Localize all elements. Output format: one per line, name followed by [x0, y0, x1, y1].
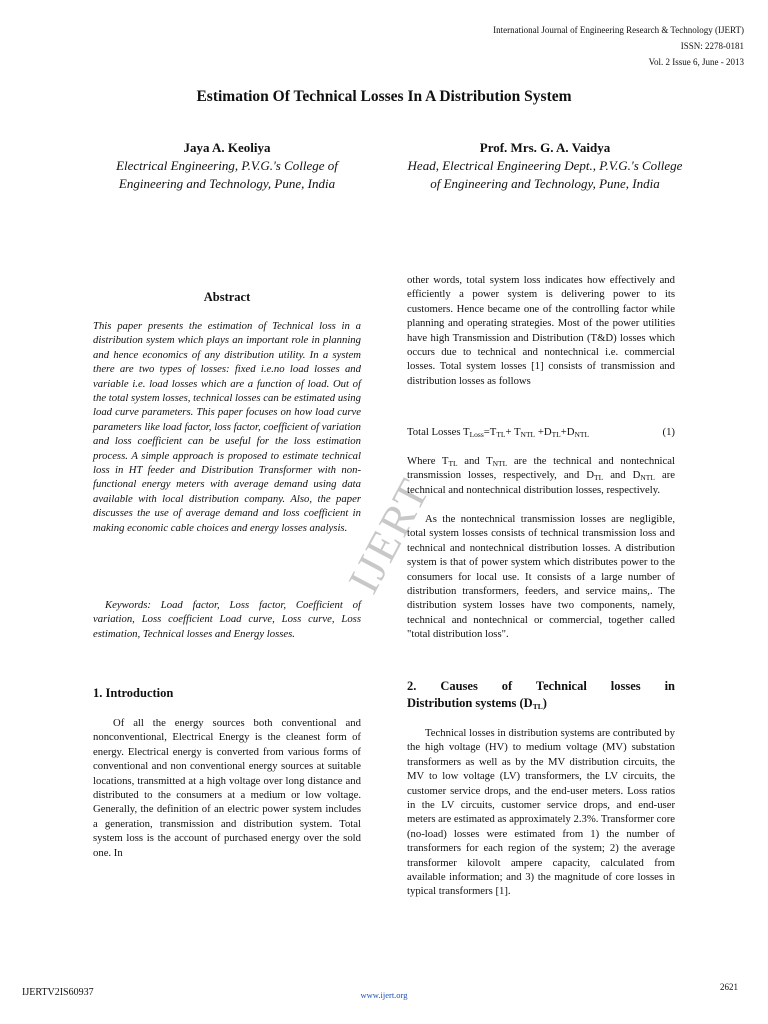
author-name: Prof. Mrs. G. A. Vaidya: [479, 140, 611, 155]
distribution-paragraph: As the nontechnical transmission losses are negligible, total system losses consists of technical transmission loss and technical and nontechnical distribution losses. A distribution system is that of power system which distributes power to the consumers for local use. It consists of a large number of distribution transformers, feeders, and service mains,. The distribution system losses have two components, namely, technical and nontechnical or commercial, together called "total distribution loss".: [407, 513, 675, 641]
author-affiliation: Electrical Engineering, P.V.G.'s College of Engineering and Technology, Pune, India: [116, 158, 338, 191]
journal-volume: Vol. 2 Issue 6, June - 2013: [648, 57, 744, 67]
paper-id: IJERTV2IS60937: [22, 987, 94, 998]
equation-1: Total Losses $T_{Loss}=T_{TL}+ T_{NTL} +D_{TL}+D_{NTL}$ (1): [407, 426, 675, 439]
author-name: Jaya A. Keoliya: [183, 140, 271, 155]
losses-paragraph: other words, total system loss indicates how effectively and efficiently a power system is delivering power to its customers. Hence became one of the controlling factor while planning and operating strategies. Most of the power utilities have high Transmission and Distribution (T&D) losses which occurs due to technical and nontechnical i.e. commercial losses. Total system losses [1] consists of transmission and distribution losses as follows: [407, 274, 675, 387]
author-block-1: [86, 139, 368, 193]
paper-title: Estimation Of Technical Losses In A Distribution System: [196, 88, 572, 105]
website-link[interactable]: www.ijert.org: [360, 990, 408, 1000]
abstract-heading: Abstract: [203, 290, 251, 304]
page-number: 2621: [720, 982, 738, 992]
where-paragraph: Where $T_{TL}$ and $T_{NTL}$ are the technical and nontechnical transmission losses, respectively, and $D_{TL}$ and $D_{NTL}$ are technical and nontechnical distribution losses, respectively.: [407, 455, 676, 496]
journal-issn: ISSN: 2278-0181: [680, 41, 744, 51]
keywords: Keywords: Load factor, Loss factor, Coefficient of variation, Loss coefficient Load curve, Loss curve, Loss estimation, Technical losses and Energy losses.: [93, 599, 361, 640]
ijert-watermark: IJERT: [338, 470, 440, 601]
journal-header: [493, 22, 744, 70]
journal-name: International Journal of Engineering Research & Technology (IJERT): [493, 25, 744, 35]
section2-body: Technical losses in distribution systems are contributed by the high voltage (HV) to medium voltage (MV) substation transformers as well as by the MV distribution circuits, the MV to low voltage (LV) transformers, the LV circuits, the customer service drops, and the end-user meters. Loss ratios in the LV circuits, customer service drops, and end-user meters are estimated as approximately 2.3%. Transformer core (no-load) losses were estimated from 1) the number of transformers for each region of the system; 2) the average transformer kilovolt ampere capacity, calculated from available information; and 3) the magnitude of core losses in typical transformers [1].: [407, 727, 675, 898]
abstract-body: This paper presents the estimation of Technical loss in a distribution system which plays an important role in planning and hence economics of any distribution utility. In a system there are two types of losses: fixed i.e.no load losses and variable i.e. load losses which are a function of load. Out of the total system losses, technical losses can be estimated using load curve parameters. This paper focuses on how load curve parameters like load factor, loss factor, coefficient of variation and loss coefficient can be useful for the loss estimation process. A simple approach is proposed to estimate technical loss in HT feeder and Distribution Transformer with non-functional energy meters with average demand using data available with local distribution company. Also, the paper discusses the use of average demand and loss coefficient in making economic cable choices and energy losses analysis.: [93, 320, 361, 534]
section2-heading: 2. Causes of Technical losses in Distribution systems $(D_{TL})$: [407, 679, 675, 711]
equation-number: (1): [662, 426, 675, 438]
author-affiliation: Head, Electrical Engineering Dept., P.V.G.'s College of Engineering and Technology, Pune, India: [407, 158, 683, 191]
intro-body: Of all the energy sources both conventional and nonconventional, Electrical Energy is the cleanest form of energy. Electrical energy is converted from various forms of conventional and non conventional energy sources at suitable locations, transmitted at a high voltage over long distance and distributed to the consumers at a medium or low voltage. Generally, the definition of an electric power system includes a generation, transmission and distribution system. Total system loss is the account of purchased energy over the sold one. In: [93, 717, 361, 859]
intro-heading: 1. Introduction: [93, 686, 174, 700]
author-block-2: [404, 139, 686, 193]
